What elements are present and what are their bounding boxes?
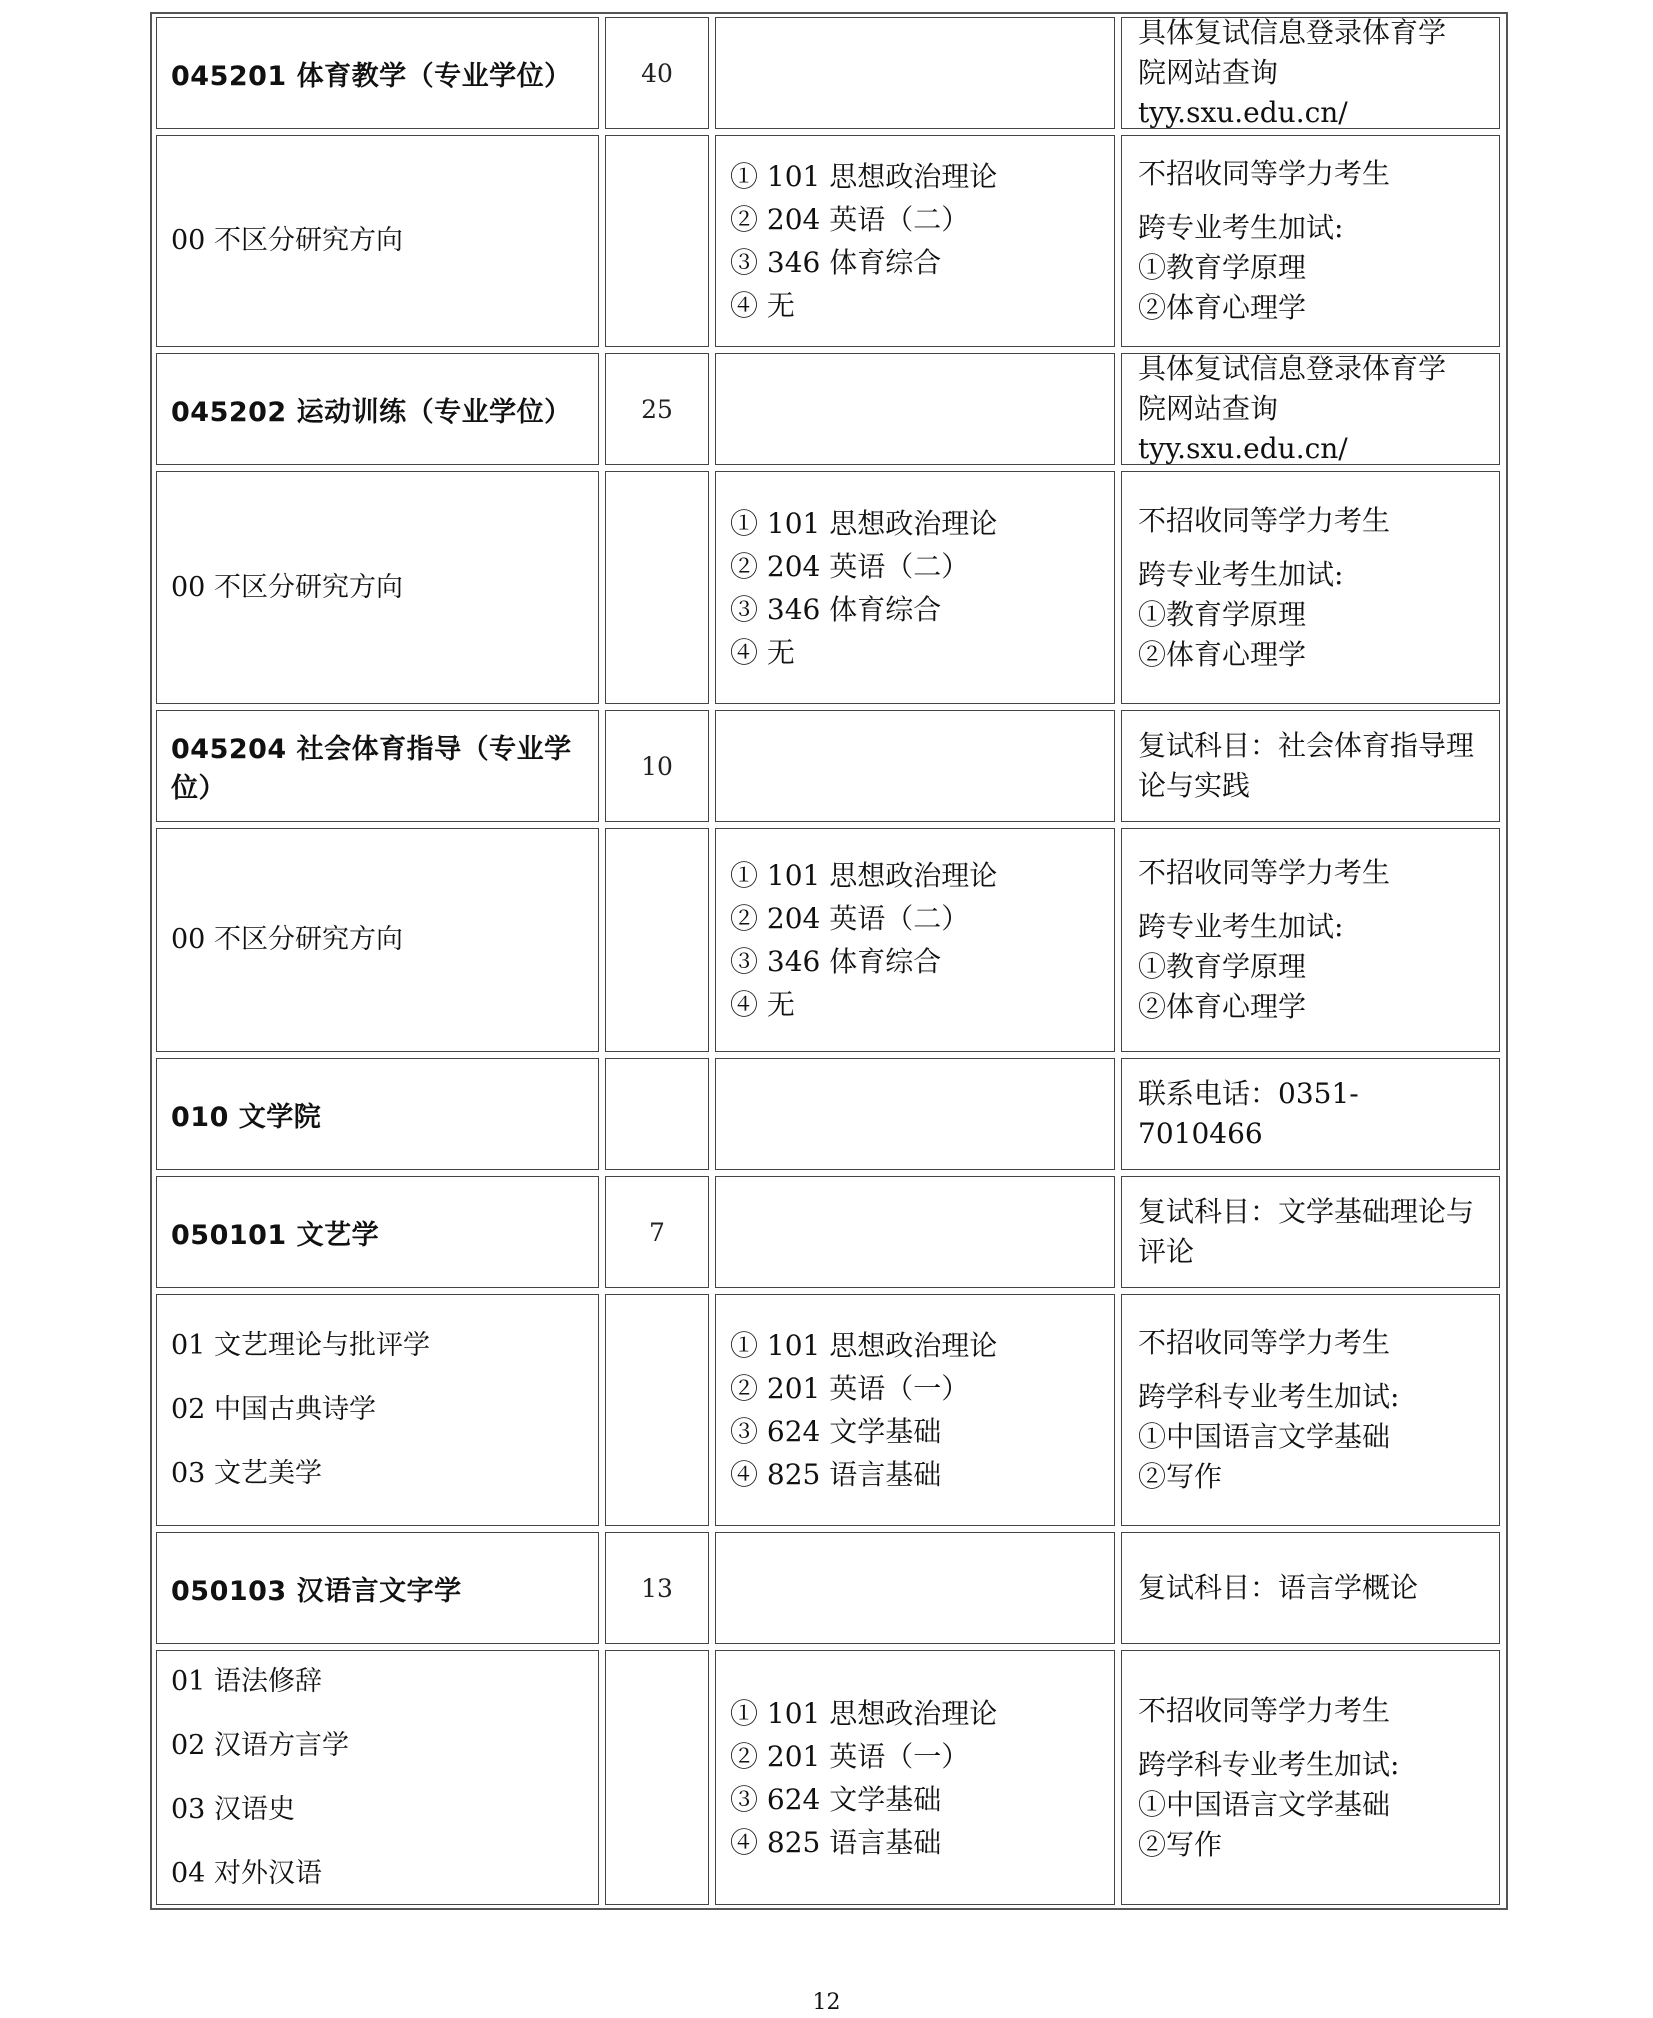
program-cell [156, 710, 599, 822]
directions-cell [156, 135, 599, 347]
note-spacer [1138, 1363, 1483, 1377]
note-line: 联系电话：0351-7010466 [1138, 1077, 1359, 1150]
exam-subject: ③ 346 体育综合 [730, 945, 942, 978]
program-name: 010 文学院 [171, 1101, 322, 1133]
exam-subjects-cell [715, 1058, 1115, 1170]
note-spacer [1138, 1731, 1483, 1745]
note-line: 复试科目：社会体育指导理 [1138, 729, 1475, 762]
enrollment-count: 10 [641, 751, 673, 781]
exam-subject: ④ 825 语言基础 [730, 1825, 942, 1859]
note-line: ②体育心理学 [1138, 637, 1307, 671]
directions-cell [156, 1650, 599, 1905]
exam-subjects-cell [715, 1532, 1115, 1644]
exam-subject: ③ 346 体育综合 [730, 246, 942, 279]
notes-cell [1121, 17, 1500, 129]
exam-subjects-cell [715, 1294, 1115, 1526]
table-row [156, 135, 1502, 347]
note-line: 不招收同等学力考生 [1138, 1326, 1391, 1359]
direction-item: 01 文艺理论与批评学 [171, 1330, 430, 1361]
note-line: ①教育学原理 [1138, 251, 1307, 284]
exam-subject: ① 101 思想政治理论 [730, 160, 998, 193]
directions-cell [156, 471, 599, 704]
note-line: ①中国语言文学基础 [1138, 1420, 1391, 1453]
note-line: 不招收同等学力考生 [1138, 157, 1391, 190]
enrollment-cell [605, 828, 709, 1052]
note-line: ①教育学原理 [1138, 950, 1307, 983]
enrollment-cell [605, 1176, 709, 1288]
note-line: 不招收同等学力考生 [1138, 856, 1391, 889]
exam-subject: ③ 624 文学基础 [730, 1782, 942, 1816]
note-line: 具体复试信息登录体育学 [1138, 16, 1447, 49]
note-line: ①教育学原理 [1138, 597, 1307, 631]
note-line: ②写作 [1138, 1460, 1223, 1493]
note-line: ①中国语言文学基础 [1138, 1787, 1391, 1821]
directions-cell [156, 828, 599, 1052]
note-spacer [1138, 893, 1483, 907]
table-row [156, 17, 1502, 129]
note-line: 复试科目：语言学概论 [1138, 1571, 1419, 1604]
enrollment-cell [605, 135, 709, 347]
enrollment-cell [605, 1294, 709, 1526]
admissions-table [150, 12, 1508, 1910]
exam-subject: ② 201 英语（一） [730, 1372, 970, 1405]
note-line: 跨专业考生加试: [1138, 557, 1344, 591]
program-name: 050101 文艺学 [171, 1219, 380, 1251]
notes-cell [1121, 710, 1500, 822]
program-cell [156, 353, 599, 465]
exam-subject: ② 201 英语（一） [730, 1739, 970, 1773]
exam-subject: ② 204 英语（二） [730, 203, 970, 236]
note-line: 跨学科专业考生加试: [1138, 1747, 1400, 1781]
table-row [156, 1176, 1502, 1288]
notes-cell [1121, 828, 1500, 1052]
notes-cell [1121, 135, 1500, 347]
exam-subjects-cell [715, 1176, 1115, 1288]
direction-item: 03 文艺美学 [171, 1458, 322, 1489]
note-line: 院网站查询 tyy.sxu.edu.cn/ [1138, 392, 1348, 465]
program-cell [156, 1176, 599, 1288]
program-cell [156, 17, 599, 129]
exam-subject: ④ 无 [730, 635, 795, 669]
note-spacer [1138, 194, 1483, 208]
enrollment-cell [605, 353, 709, 465]
exam-subject: ③ 624 文学基础 [730, 1415, 942, 1448]
note-line: 论与实践 [1138, 769, 1251, 802]
notes-cell [1121, 353, 1500, 465]
exam-subjects-cell [715, 710, 1115, 822]
direction-item: 00 不区分研究方向 [171, 571, 403, 603]
program-name: 045201 体育教学（专业学位） [171, 60, 572, 92]
program-name: 045202 运动训练（专业学位） [171, 396, 572, 428]
note-line: 不招收同等学力考生 [1138, 503, 1391, 537]
note-line: ②写作 [1138, 1827, 1223, 1861]
enrollment-cell [605, 1532, 709, 1644]
program-cell [156, 1058, 599, 1170]
note-line: 跨学科专业考生加试: [1138, 1380, 1400, 1413]
table-row [156, 1294, 1502, 1526]
notes-cell [1121, 471, 1500, 704]
page-number: 12 [812, 1990, 841, 2015]
table-row [156, 1650, 1502, 1905]
exam-subject: ② 204 英语（二） [730, 549, 970, 583]
notes-cell [1121, 1532, 1500, 1644]
exam-subject: ④ 825 语言基础 [730, 1458, 942, 1491]
exam-subjects-cell [715, 471, 1115, 704]
table-row [156, 710, 1502, 822]
note-line: 跨专业考生加试: [1138, 211, 1344, 244]
exam-subject: ① 101 思想政治理论 [730, 1329, 998, 1362]
enrollment-cell [605, 1058, 709, 1170]
exam-subjects-cell [715, 17, 1115, 129]
enrollment-cell [605, 17, 709, 129]
enrollment-cell [605, 471, 709, 704]
direction-item: 02 中国古典诗学 [171, 1394, 376, 1425]
table-row [156, 1058, 1502, 1170]
note-line: 评论 [1138, 1235, 1195, 1268]
exam-subjects-cell [715, 135, 1115, 347]
notes-cell [1121, 1058, 1500, 1170]
exam-subjects-cell [715, 1650, 1115, 1905]
note-line: ②体育心理学 [1138, 291, 1307, 324]
exam-subject: ③ 346 体育综合 [730, 592, 942, 626]
note-line: 具体复试信息登录体育学 [1138, 352, 1447, 385]
note-line: 跨专业考生加试: [1138, 910, 1344, 943]
exam-subject: ① 101 思想政治理论 [730, 859, 998, 892]
program-name: 045204 社会体育指导（专业学位） [171, 734, 572, 804]
direction-item: 01 语法修辞 [171, 1665, 322, 1697]
directions-cell [156, 1294, 599, 1526]
enrollment-cell [605, 710, 709, 822]
direction-item: 00 不区分研究方向 [171, 924, 403, 955]
direction-item: 04 对外汉语 [171, 1857, 322, 1889]
exam-subjects-cell [715, 828, 1115, 1052]
enrollment-cell [605, 1650, 709, 1905]
exam-subjects-cell [715, 353, 1115, 465]
table-row [156, 353, 1502, 465]
notes-cell [1121, 1650, 1500, 1905]
note-spacer [1138, 541, 1483, 555]
enrollment-count: 13 [641, 1573, 673, 1603]
note-line: 复试科目：文学基础理论与 [1138, 1195, 1475, 1228]
exam-subject: ② 204 英语（二） [730, 902, 970, 935]
enrollment-count: 40 [641, 58, 673, 88]
table-row [156, 1532, 1502, 1644]
exam-subject: ④ 无 [730, 988, 795, 1021]
notes-cell [1121, 1294, 1500, 1526]
enrollment-count: 25 [641, 394, 673, 424]
note-line: 院网站查询 tyy.sxu.edu.cn/ [1138, 56, 1348, 129]
notes-cell [1121, 1176, 1500, 1288]
exam-subject: ① 101 思想政治理论 [730, 1696, 998, 1730]
program-cell [156, 1532, 599, 1644]
direction-item: 03 汉语史 [171, 1793, 295, 1825]
program-name: 050103 汉语言文字学 [171, 1575, 462, 1607]
note-line: 不招收同等学力考生 [1138, 1693, 1391, 1727]
table-row [156, 828, 1502, 1052]
enrollment-count: 7 [649, 1217, 665, 1247]
exam-subject: ① 101 思想政治理论 [730, 506, 998, 540]
exam-subject: ④ 无 [730, 289, 795, 322]
table-row [156, 471, 1502, 704]
direction-item: 00 不区分研究方向 [171, 225, 403, 256]
direction-item: 02 汉语方言学 [171, 1729, 349, 1761]
note-line: ②体育心理学 [1138, 990, 1307, 1023]
